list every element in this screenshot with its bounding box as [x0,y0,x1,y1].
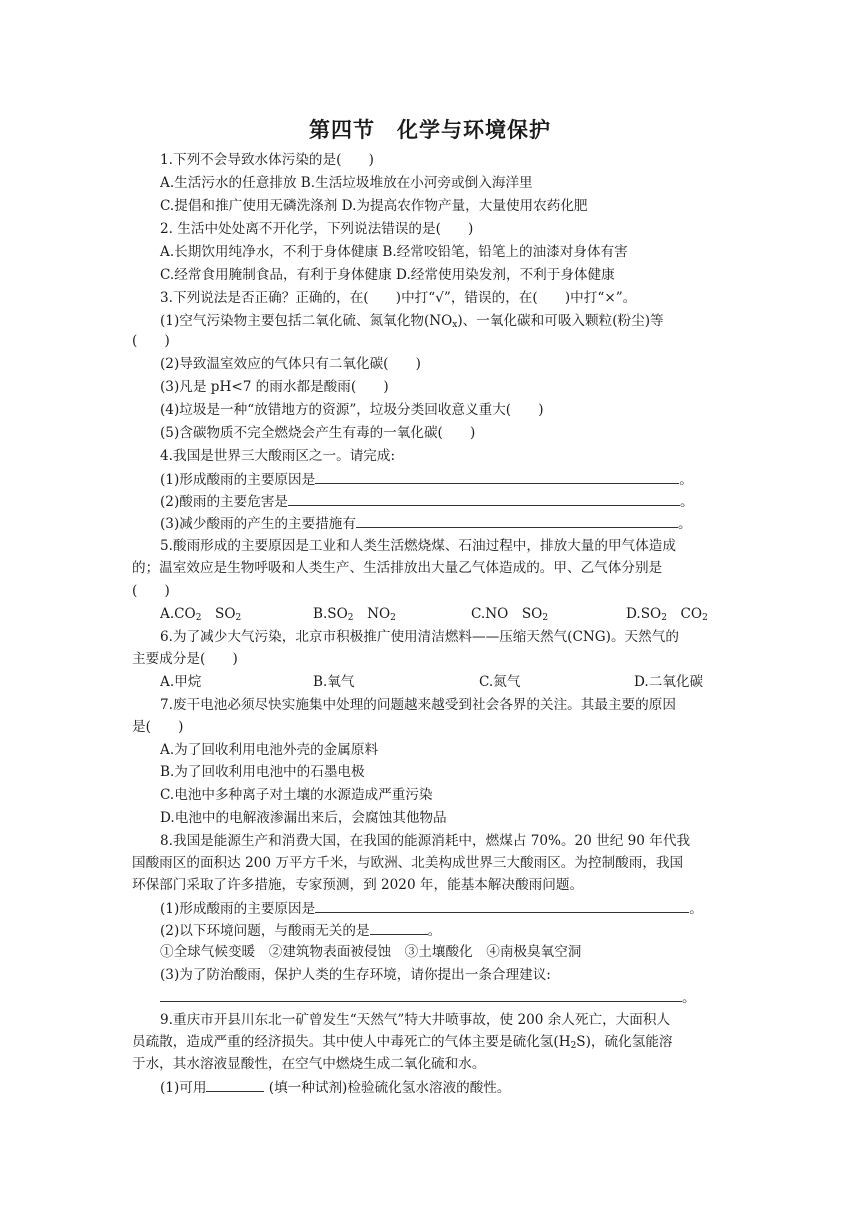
q8-sub-3: (3)为了防治酸雨，保护人类的生存环境，请你提出一条合理建议: [160,967,551,983]
q9-sub-1: (1)可用 (填一种试剂)检验硫化氢水溶液的酸性。 [160,1077,510,1098]
q7-option-d: D.电池中的电解液渗漏出来后，会腐蚀其他物品 [160,810,447,826]
q7-option-a: A.为了回收利用电池外壳的金属原料 [160,742,379,758]
q5-option-d: $D.SO_2$ $CO_2$ [626,606,708,623]
q3-statement-2: (2)导致温室效应的气体只有二氧化碳( ) [160,356,421,372]
answer-blank[interactable] [206,1077,264,1092]
q9-line-1: 9.重庆市开县川东北一矿曾发生“天然气”特大井喷事故，使 200 余人死亡，大面积人 [160,1012,671,1028]
q4-stem: 4.我国是世界三大酸雨区之一。请完成: [160,448,396,464]
q3-statement-1-bracket: ( ) [132,333,170,349]
answer-blank[interactable] [160,987,682,1002]
q5-line-2: 的；温室效应是生物呼吸和人类生产、生活排放出大量乙气体造成的。甲、乙气体分别是 [132,560,663,576]
q5-line-1: 5.酸雨形成的主要原因是工业和人类生活燃烧煤、石油过程中，排放大量的甲气体造成 [160,538,676,554]
q6-option-b: B.氧气 [313,674,355,690]
q2-options-ab: A.长期饮用纯净水，不利于身体健康 B.经常咬铅笔，铅笔上的油漆对身体有害 [160,244,628,260]
q3-statement-1: (1)空气污染物主要包括二氧化硫、氮氧化物$(NO_x)$、一氧化碳和可吸入颗粒(粉尘)等 [160,313,664,330]
q7-line-1: 7.废干电池必须尽快实施集中处理的问题越来越受到社会各界的关注。其最主要的原因 [160,697,676,713]
page-title: 第四节 化学与环境保护 [309,118,551,142]
q5-option-a: $A.CO_2$ $SO_2$ [160,606,242,623]
q2-stem: 2. 生活中处处离不开化学，下列说法错误的是( ) [160,221,474,237]
q6-option-c: C.氮气 [479,674,521,690]
q7-option-b: B.为了回收利用电池中的石墨电极 [160,764,365,780]
q3-stem: 3.下列说法是否正确？正确的，在( )中打“√”，错误的，在( )中打“×”。 [160,290,637,306]
answer-blank[interactable] [288,491,680,506]
q8-line-3: 环保部门采取了许多措施，专家预测，到 2020 年，能基本解决酸雨问题。 [132,877,584,893]
q6-option-d: D.二氧化碳 [634,674,704,690]
q8-sub-2-choices: ①全球气候变暖 ②建筑物表面被侵蚀 ③土壤酸化 ④南极臭氧空洞 [160,944,582,960]
q6-line-1: 6.为了减少大气污染，北京市积极推广使用清洁燃料——压缩天然气(CNG)。天然气的 [160,629,679,645]
q9-line-3: 于水，其水溶液显酸性，在空气中燃烧生成二氧化硫和水。 [132,1056,486,1072]
q6-line-2: 主要成分是( ) [132,651,238,667]
q7-option-c: C.电池中多种离子对土壤的水源造成严重污染 [160,787,433,803]
q9-line-2: 员疏散，造成严重的经济损失。其中使人中毒死亡的气体主要是硫化氢$(H_2S)$，硫化氢能溶 [132,1034,673,1051]
q4-sub-1: (1)形成酸雨的主要原因是 。 [160,469,693,490]
q5-option-b: $B.SO_2$ $NO_2$ [313,606,396,623]
q3-statement-4: (4)垃圾是一种“放错地方的资源”，垃圾分类回收意义重大( ) [160,402,544,418]
q5-line-3: ( ) [132,583,170,599]
q1-stem: 1.下列不会导致水体污染的是( ) [160,152,374,168]
answer-blank[interactable] [315,469,679,484]
answer-blank[interactable] [315,898,689,913]
q2-options-cd: C.经常食用腌制食品，有利于身体健康 D.经常使用染发剂，不利于身体健康 [160,267,615,283]
q3-statement-3: (3)凡是 pH<7 的雨水都是酸雨( ) [160,379,389,395]
q1-options-cd: C.提倡和推广使用无磷洗涤剂 D.为提高农作物产量，大量使用农药化肥 [160,198,588,214]
q3-statement-5: (5)含碳物质不完全燃烧会产生有毒的一氧化碳( ) [160,425,476,441]
q8-sub-2: (2)以下环境问题，与酸雨无关的是 。 [160,920,441,941]
answer-blank[interactable] [370,920,428,935]
q7-line-2: 是( ) [132,719,184,735]
q6-option-a: A.甲烷 [160,674,202,690]
answer-blank[interactable] [356,513,678,528]
q8-sub-1: (1)形成酸雨的主要原因是 。 [160,898,703,919]
q4-sub-3: (3)减少酸雨的产生的主要措施有 。 [160,513,692,534]
q8-line-2: 国酸雨区的面积达 200 万平方千米，与欧洲、北美构成世界三大酸雨区。为控制酸雨，我国 [132,855,684,871]
q8-line-1: 8.我国是能源生产和消费大国，在我国的能源消耗中，燃煤占 70%。20 世纪 90 年代我 [160,833,691,849]
q5-option-c: C.NO $SO_2$ [471,606,549,623]
q4-sub-2: (2)酸雨的主要危害是 。 [160,491,694,512]
q1-options-ab: A.生活污水的任意排放 B.生活垃圾堆放在小河旁或倒入海洋里 [160,175,533,191]
q8-sub-3-answer-line: 。 [160,987,696,1008]
